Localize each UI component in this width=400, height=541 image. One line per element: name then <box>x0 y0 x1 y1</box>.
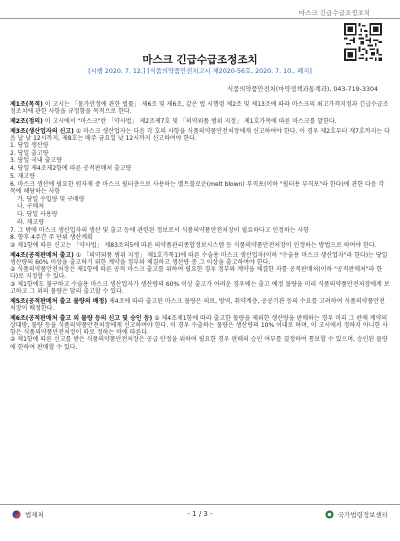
article-1 <box>10 101 390 115</box>
ministry-contact: 식품의약품안전처(마약정책과통계과), 043-719-3304 <box>227 86 378 93</box>
article-text: ① 제4조제1항에 따라 출고한 물량을 제외한 생산량을 판매하는 경우 미리 그 판매 계약의 상대방, 물량 등을 식품의약품안전처장에게 신고하여야 한다. 이 경우 수출하는 물량은 생산량의 10% 이내로 하며, 이 고시에서 정하지 아니한 사항은 식품의약품안전처장이 따로 정하는 바에 따른다. <box>10 314 388 337</box>
article-heading: 제1조(목적) <box>10 101 43 108</box>
article-clause: 라. 재고량 <box>17 218 44 226</box>
article-clause: 5. 재고량 <box>10 172 36 180</box>
article-clause: 7. 그 밖에 마스크 생산업자의 생산 및 출고 등에 관련된 정보로서 식품의약품안전처장이 필요하다고 인정하는 사항 <box>10 226 310 234</box>
article-text: ① 「의약외품 범위 지정」 제1호가목1)에 따른 수술용 마스크 생산업자(이하 "수술용 마스크 생산업자"라 한다)는 당일 생산량의 60% 이상을 출고하기 위한 계약을 정부와 체결하고 생산량 중 그 이상을 출고하여야 한다. <box>10 251 388 267</box>
page-number: - 1 / 3 - <box>187 510 213 518</box>
article-heading: 제6조(공적판매처 출고 외 물량 등의 신고 및 승인 등) <box>10 314 153 322</box>
article-6 <box>10 315 390 351</box>
article-clause: ② 식품의약품안전처장은 제1항에 따른 공적 마스크 출고를 위하여 필요한 경우 정부와 계약을 체결한 자를 공적판매처(이하 "공적판매처"라 한다)로 지정할 수 있다. <box>10 266 383 281</box>
article-heading: 제5조(공적판매처 출고 물량의 배정) <box>10 298 108 305</box>
article-clause: 3. 당일 국내 출고량 <box>10 157 63 165</box>
article-text: 제4조에 따라 출고된 마스크 물량은 의료, 방역, 취약계층, 공공기관 등의 수요를 고려하여 식품의약품안전처장이 배정한다. <box>10 298 385 313</box>
page-footer <box>0 510 400 524</box>
article-text: ① 마스크 생산업자는 다음 각 호의 사항을 식품의약품안전처장에게 신고하여야 한다. 이 경우 제2호부터 제7호까지는 다음 날 낮 12시까지, 제8호는 매주 금요일 낮 12시까지 신고하여야 한다. <box>10 127 390 142</box>
footer-left-label: 법제처 <box>25 511 44 519</box>
article-3 <box>10 128 390 250</box>
article-clause: 가. 당일 수입량 및 구매량 <box>17 195 85 203</box>
article-2 <box>10 118 390 125</box>
running-header: 마스크 긴급수급조정조치 <box>298 9 370 17</box>
enforcement-info: [시행 2020. 7. 12.] [식품의약품안전처고시 제2020-56호, 2020. 7. 10., 폐지] <box>88 68 312 75</box>
article-clause: 다. 당일 사용량 <box>17 211 58 219</box>
footer-right-brand[interactable] <box>325 510 388 519</box>
article-4 <box>10 252 390 296</box>
article-clause: 6. 마스크 생산에 필요한 원자재 중 마스크 필터층으로 사용하는 멜트블로운(melt blown) 부직포(이하 "필터용 부직포"라 한다)에 관한 다음 각 목에 해당하는 사항 <box>10 180 385 195</box>
law-center-logo-icon <box>325 510 334 519</box>
articles-body <box>10 101 390 353</box>
article-clause: 2. 당일 출고량 <box>10 149 49 157</box>
article-heading: 제4조(공적판매처 출고) <box>10 251 74 259</box>
footer-divider <box>0 504 400 505</box>
article-clause: 1. 당일 생산량 <box>10 141 49 149</box>
article-text: 이 고시는 「물가안정에 관한 법률」 제6조 및 제6조, 같은 법 시행령 제2조 및 제13조에 따라 마스크의 최고가격지정과 긴급수급조정조치에 관한 사항을 규정함을 목적으로 한다. <box>10 101 389 116</box>
article-clause: 나. 구매처 <box>17 203 44 211</box>
document-title: 마스크 긴급수급조정조치 <box>142 54 258 66</box>
article-clause: 8. 향후 4주간 주 단위 생산계획 <box>10 234 93 242</box>
article-clause: ② 제1항에 따른 신고를 받은 식품의약품안전처장은 공급 안정을 위하여 필요한 경우 판매의 승인 여부를 결정하여 통보할 수 있으며, 승인된 물량에 한하여 판매할 수 있다. <box>10 336 388 351</box>
footer-right-label: 국가법령정보센터 <box>337 511 388 519</box>
article-clause: 4. 당일 제4조제2항에 따른 공적판매처 출고량 <box>10 165 132 173</box>
header-divider <box>0 18 400 19</box>
article-5 <box>10 298 390 312</box>
article-clause: ② 제1항에 따른 신고는 「약사법」 제83조의5에 따른 의약품관리종합정보시스템 등 식품의약품안전처장이 인정하는 방법으로 하여야 한다. <box>10 242 377 250</box>
article-heading: 제2조(정의) <box>10 117 43 125</box>
article-clause: ③ 제1항에도 불구하고 수술용 마스크 생산업자가 생산량의 60% 이상 출고가 어려운 경우에는 출고 예정 물량을 미리 식품의약품안전처장에게 보고하고 그 외의 물량은 달리 출고할 수 있다. <box>10 281 390 296</box>
article-text: 이 고시에서 "마스크"란 「약사법」 제2조제7호 및 「의약외품 범위 지정」 제1호가목에 따른 마스크를 말한다. <box>44 117 337 125</box>
article-heading: 제3조(생산업자의 신고) <box>10 127 74 135</box>
